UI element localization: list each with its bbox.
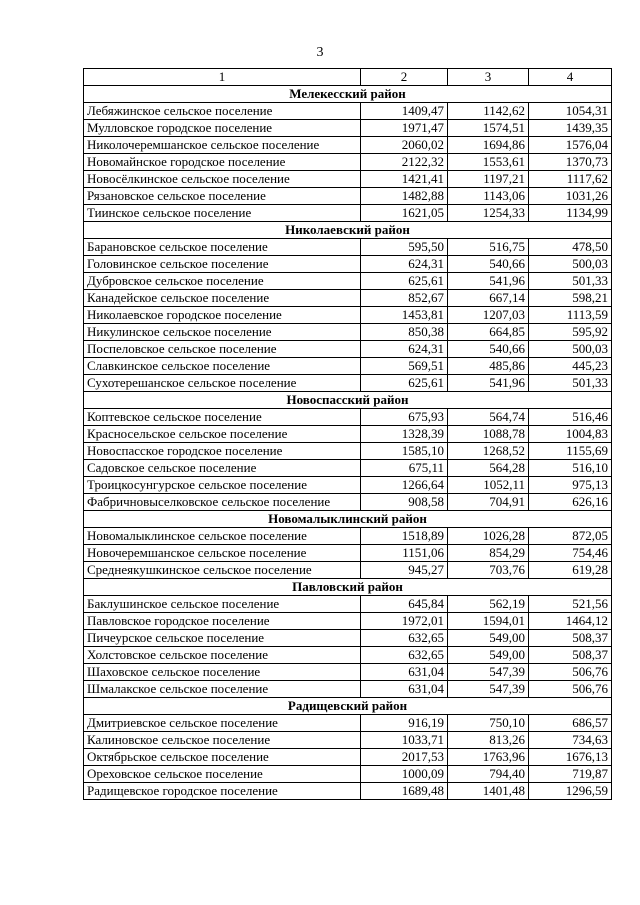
value-col4-cell: 516,10 xyxy=(529,460,612,477)
table-body xyxy=(84,69,612,800)
value-col4-cell: 1576,04 xyxy=(529,137,612,154)
settlement-name-cell: Николаевское городское поселение xyxy=(84,307,361,324)
table-row xyxy=(84,426,612,443)
table-row xyxy=(84,137,612,154)
value-col3-cell: 1197,21 xyxy=(448,171,529,188)
header-cell-col4: 4 xyxy=(529,69,612,86)
value-col3-cell: 1207,03 xyxy=(448,307,529,324)
table-row xyxy=(84,681,612,698)
value-col3-cell: 750,10 xyxy=(448,715,529,732)
table-row xyxy=(84,120,612,137)
settlement-name-cell: Фабричновыселковское сельское поселение xyxy=(84,494,361,511)
value-col3-cell: 1143,06 xyxy=(448,188,529,205)
value-col4-cell: 1296,59 xyxy=(529,783,612,800)
settlement-name-cell: Николочеремшанское сельское поселение xyxy=(84,137,361,154)
value-col3-cell: 485,86 xyxy=(448,358,529,375)
value-col4-cell: 1117,62 xyxy=(529,171,612,188)
value-col3-cell: 541,96 xyxy=(448,375,529,392)
value-col2-cell: 624,31 xyxy=(361,256,448,273)
value-col3-cell: 1052,11 xyxy=(448,477,529,494)
value-col2-cell: 631,04 xyxy=(361,681,448,698)
value-col4-cell: 508,37 xyxy=(529,630,612,647)
value-col2-cell: 1689,48 xyxy=(361,783,448,800)
settlement-name-cell: Садовское сельское поселение xyxy=(84,460,361,477)
value-col4-cell: 598,21 xyxy=(529,290,612,307)
value-col4-cell: 501,33 xyxy=(529,375,612,392)
settlement-name-cell: Славкинское сельское поселение xyxy=(84,358,361,375)
table-row xyxy=(84,409,612,426)
value-col2-cell: 595,50 xyxy=(361,239,448,256)
table-row xyxy=(84,188,612,205)
settlement-name-cell: Радищевское городское поселение xyxy=(84,783,361,800)
settlement-name-cell: Троицкосунгурское сельское поселение xyxy=(84,477,361,494)
value-col4-cell: 500,03 xyxy=(529,256,612,273)
settlement-name-cell: Коптевское сельское поселение xyxy=(84,409,361,426)
value-col4-cell: 1004,83 xyxy=(529,426,612,443)
value-col2-cell: 625,61 xyxy=(361,375,448,392)
table-row xyxy=(84,647,612,664)
table-row xyxy=(84,630,612,647)
district-heading-row xyxy=(84,86,612,103)
value-col2-cell: 1151,06 xyxy=(361,545,448,562)
table-row xyxy=(84,477,612,494)
settlement-name-cell: Дубровское сельское поселение xyxy=(84,273,361,290)
value-col2-cell: 1518,89 xyxy=(361,528,448,545)
value-col4-cell: 500,03 xyxy=(529,341,612,358)
value-col3-cell: 794,40 xyxy=(448,766,529,783)
value-col3-cell: 667,14 xyxy=(448,290,529,307)
value-col3-cell: 1574,51 xyxy=(448,120,529,137)
value-col3-cell: 1026,28 xyxy=(448,528,529,545)
value-col3-cell: 813,26 xyxy=(448,732,529,749)
settlement-name-cell: Мулловское городское поселение xyxy=(84,120,361,137)
value-col3-cell: 549,00 xyxy=(448,630,529,647)
settlement-name-cell: Шмалакское сельское поселение xyxy=(84,681,361,698)
value-col4-cell: 719,87 xyxy=(529,766,612,783)
table-row xyxy=(84,171,612,188)
settlement-name-cell: Калиновское сельское поселение xyxy=(84,732,361,749)
table-row xyxy=(84,375,612,392)
settlement-name-cell: Октябрьское сельское поселение xyxy=(84,749,361,766)
table-row xyxy=(84,562,612,579)
value-col2-cell: 852,67 xyxy=(361,290,448,307)
value-col2-cell: 631,04 xyxy=(361,664,448,681)
district-heading-row xyxy=(84,511,612,528)
value-col2-cell: 645,84 xyxy=(361,596,448,613)
settlement-name-cell: Холстовское сельское поселение xyxy=(84,647,361,664)
table-row xyxy=(84,307,612,324)
value-col2-cell: 569,51 xyxy=(361,358,448,375)
value-col4-cell: 1113,59 xyxy=(529,307,612,324)
table-row xyxy=(84,324,612,341)
district-heading: Новоспасский район xyxy=(84,392,612,409)
settlement-table xyxy=(83,68,612,800)
value-col4-cell: 501,33 xyxy=(529,273,612,290)
value-col2-cell: 625,61 xyxy=(361,273,448,290)
table-row xyxy=(84,528,612,545)
settlement-name-cell: Новоспасское городское поселение xyxy=(84,443,361,460)
district-heading-row xyxy=(84,579,612,596)
settlement-name-cell: Среднеякушкинское сельское поселение xyxy=(84,562,361,579)
value-col2-cell: 1328,39 xyxy=(361,426,448,443)
settlement-name-cell: Тиинское сельское поселение xyxy=(84,205,361,222)
settlement-name-cell: Дмитриевское сельское поселение xyxy=(84,715,361,732)
value-col4-cell: 516,46 xyxy=(529,409,612,426)
settlement-name-cell: Головинское сельское поселение xyxy=(84,256,361,273)
table-row xyxy=(84,494,612,511)
settlement-name-cell: Рязановское сельское поселение xyxy=(84,188,361,205)
table-row xyxy=(84,783,612,800)
table-row xyxy=(84,239,612,256)
settlement-name-cell: Новомайнское городское поселение xyxy=(84,154,361,171)
settlement-name-cell: Сухотерешанское сельское поселение xyxy=(84,375,361,392)
district-heading-row xyxy=(84,698,612,715)
district-heading: Новомалыклинский район xyxy=(84,511,612,528)
district-heading: Павловский район xyxy=(84,579,612,596)
value-col4-cell: 626,16 xyxy=(529,494,612,511)
district-heading-row xyxy=(84,222,612,239)
value-col4-cell: 508,37 xyxy=(529,647,612,664)
value-col3-cell: 703,76 xyxy=(448,562,529,579)
value-col4-cell: 619,28 xyxy=(529,562,612,579)
value-col4-cell: 478,50 xyxy=(529,239,612,256)
value-col4-cell: 754,46 xyxy=(529,545,612,562)
value-col2-cell: 632,65 xyxy=(361,630,448,647)
table-row xyxy=(84,205,612,222)
value-col2-cell: 675,93 xyxy=(361,409,448,426)
district-heading-row xyxy=(84,392,612,409)
table-row xyxy=(84,664,612,681)
settlement-name-cell: Баклушинское сельское поселение xyxy=(84,596,361,613)
table-row xyxy=(84,443,612,460)
value-col2-cell: 945,27 xyxy=(361,562,448,579)
table-row xyxy=(84,460,612,477)
value-col2-cell: 1421,41 xyxy=(361,171,448,188)
value-col3-cell: 564,74 xyxy=(448,409,529,426)
table-row xyxy=(84,732,612,749)
table-row xyxy=(84,358,612,375)
value-col2-cell: 850,38 xyxy=(361,324,448,341)
table-row xyxy=(84,766,612,783)
value-col3-cell: 664,85 xyxy=(448,324,529,341)
value-col3-cell: 1254,33 xyxy=(448,205,529,222)
settlement-name-cell: Шаховское сельское поселение xyxy=(84,664,361,681)
value-col2-cell: 1621,05 xyxy=(361,205,448,222)
value-col3-cell: 564,28 xyxy=(448,460,529,477)
value-col2-cell: 624,31 xyxy=(361,341,448,358)
value-col4-cell: 445,23 xyxy=(529,358,612,375)
value-col3-cell: 547,39 xyxy=(448,664,529,681)
value-col3-cell: 540,66 xyxy=(448,256,529,273)
table-row xyxy=(84,596,612,613)
value-col3-cell: 1088,78 xyxy=(448,426,529,443)
value-col3-cell: 562,19 xyxy=(448,596,529,613)
value-col2-cell: 1033,71 xyxy=(361,732,448,749)
header-row xyxy=(84,69,612,86)
table-row xyxy=(84,154,612,171)
value-col2-cell: 632,65 xyxy=(361,647,448,664)
table-row xyxy=(84,749,612,766)
value-col3-cell: 704,91 xyxy=(448,494,529,511)
settlement-name-cell: Никулинское сельское поселение xyxy=(84,324,361,341)
table-row xyxy=(84,290,612,307)
value-col4-cell: 1676,13 xyxy=(529,749,612,766)
value-col3-cell: 854,29 xyxy=(448,545,529,562)
header-cell-col3: 3 xyxy=(448,69,529,86)
settlement-name-cell: Новосёлкинское сельское поселение xyxy=(84,171,361,188)
value-col4-cell: 1054,31 xyxy=(529,103,612,120)
value-col4-cell: 1134,99 xyxy=(529,205,612,222)
table-row xyxy=(84,103,612,120)
value-col2-cell: 908,58 xyxy=(361,494,448,511)
value-col4-cell: 1370,73 xyxy=(529,154,612,171)
table-row xyxy=(84,545,612,562)
page-number: 3 xyxy=(316,45,324,60)
value-col4-cell: 506,76 xyxy=(529,664,612,681)
table-row xyxy=(84,613,612,630)
value-col4-cell: 521,56 xyxy=(529,596,612,613)
table-row xyxy=(84,341,612,358)
value-col4-cell: 872,05 xyxy=(529,528,612,545)
value-col4-cell: 975,13 xyxy=(529,477,612,494)
value-col2-cell: 2017,53 xyxy=(361,749,448,766)
settlement-name-cell: Павловское городское поселение xyxy=(84,613,361,630)
settlement-name-cell: Новомалыклинское сельское поселение xyxy=(84,528,361,545)
value-col2-cell: 1585,10 xyxy=(361,443,448,460)
value-col3-cell: 1142,62 xyxy=(448,103,529,120)
value-col2-cell: 916,19 xyxy=(361,715,448,732)
value-col2-cell: 2060,02 xyxy=(361,137,448,154)
value-col3-cell: 540,66 xyxy=(448,341,529,358)
value-col2-cell: 1453,81 xyxy=(361,307,448,324)
district-heading: Радищевский район xyxy=(84,698,612,715)
header-cell-col2: 2 xyxy=(361,69,448,86)
value-col3-cell: 547,39 xyxy=(448,681,529,698)
value-col3-cell: 1401,48 xyxy=(448,783,529,800)
table-row xyxy=(84,256,612,273)
value-col4-cell: 1439,35 xyxy=(529,120,612,137)
table-row xyxy=(84,273,612,290)
table-row xyxy=(84,715,612,732)
value-col3-cell: 1763,96 xyxy=(448,749,529,766)
settlement-name-cell: Ореховское сельское поселение xyxy=(84,766,361,783)
settlement-name-cell: Поспеловское сельское поселение xyxy=(84,341,361,358)
value-col4-cell: 506,76 xyxy=(529,681,612,698)
settlement-name-cell: Барановское сельское поселение xyxy=(84,239,361,256)
value-col3-cell: 541,96 xyxy=(448,273,529,290)
district-heading: Мелекесский район xyxy=(84,86,612,103)
settlement-name-cell: Канадейское сельское поселение xyxy=(84,290,361,307)
value-col2-cell: 1000,09 xyxy=(361,766,448,783)
value-col4-cell: 1464,12 xyxy=(529,613,612,630)
value-col2-cell: 1266,64 xyxy=(361,477,448,494)
settlement-name-cell: Лебяжинское сельское поселение xyxy=(84,103,361,120)
district-heading: Николаевский район xyxy=(84,222,612,239)
value-col2-cell: 675,11 xyxy=(361,460,448,477)
value-col4-cell: 1031,26 xyxy=(529,188,612,205)
value-col2-cell: 1971,47 xyxy=(361,120,448,137)
header-cell-col1: 1 xyxy=(84,69,361,86)
value-col4-cell: 686,57 xyxy=(529,715,612,732)
value-col3-cell: 1694,86 xyxy=(448,137,529,154)
value-col2-cell: 1409,47 xyxy=(361,103,448,120)
value-col3-cell: 516,75 xyxy=(448,239,529,256)
value-col3-cell: 1268,52 xyxy=(448,443,529,460)
value-col3-cell: 549,00 xyxy=(448,647,529,664)
settlement-name-cell: Красносельское сельское поселение xyxy=(84,426,361,443)
value-col3-cell: 1553,61 xyxy=(448,154,529,171)
settlement-name-cell: Пичеурское сельское поселение xyxy=(84,630,361,647)
value-col3-cell: 1594,01 xyxy=(448,613,529,630)
value-col4-cell: 1155,69 xyxy=(529,443,612,460)
value-col2-cell: 1482,88 xyxy=(361,188,448,205)
settlement-name-cell: Новочеремшанское сельское поселение xyxy=(84,545,361,562)
value-col4-cell: 734,63 xyxy=(529,732,612,749)
value-col2-cell: 2122,32 xyxy=(361,154,448,171)
value-col4-cell: 595,92 xyxy=(529,324,612,341)
value-col2-cell: 1972,01 xyxy=(361,613,448,630)
